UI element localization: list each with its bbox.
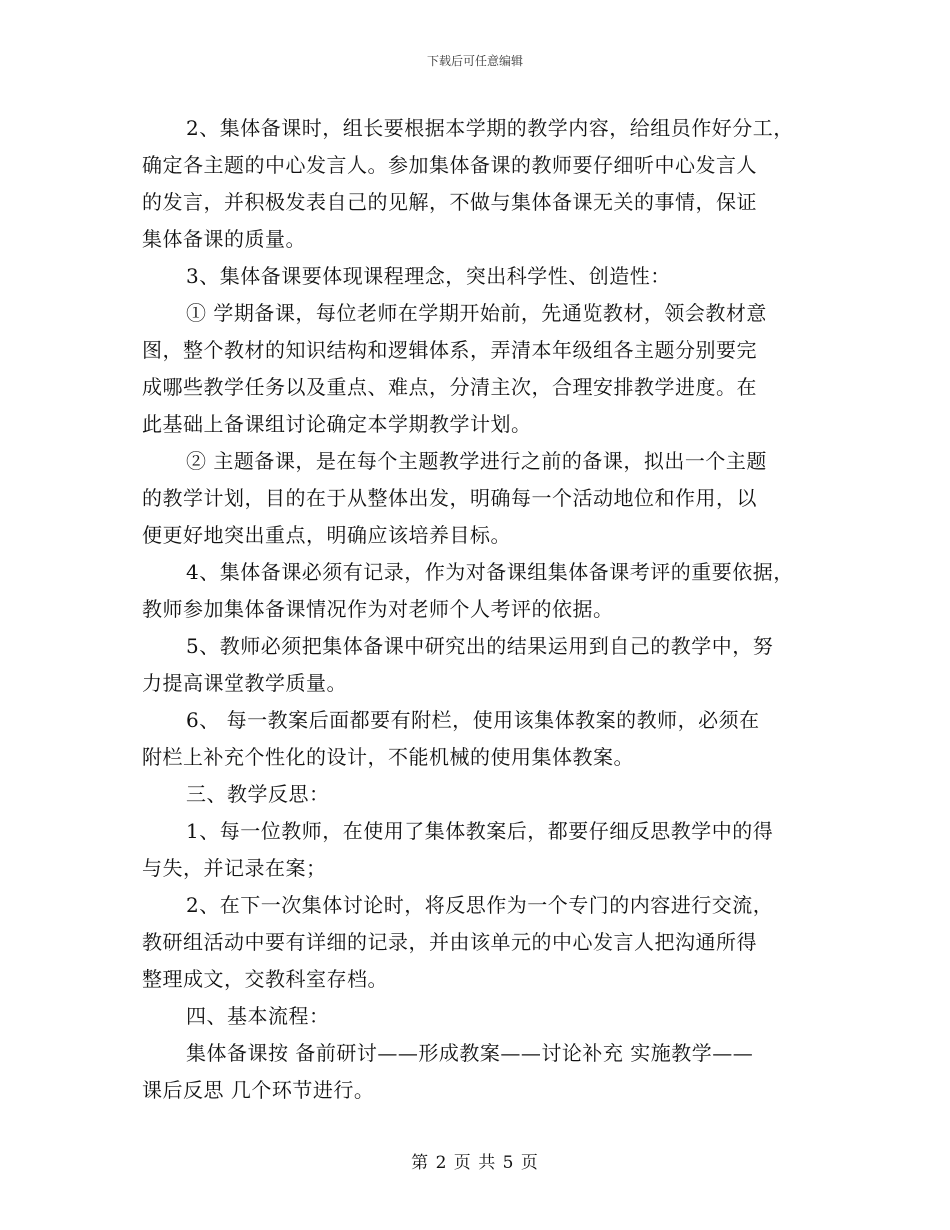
text-line: 的发言，并积极发表自己的见解，不做与集体备课无关的事情，保证 xyxy=(142,190,757,214)
text-line: 1、每一位教师，在使用了集体教案后，都要仔细反思教学中的得 xyxy=(186,819,774,843)
text-line: 4、集体备课必须有记录，作为对备课组集体备课考评的重要依据， xyxy=(186,560,794,584)
text-line: 图，整个教材的知识结构和逻辑体系，弄清本年级组各主题分别要完 xyxy=(142,338,757,362)
text-line: 3、集体备课要体现课程理念，突出科学性、创造性： xyxy=(186,264,671,288)
text-line: 集体备课的质量。 xyxy=(142,227,306,251)
text-line: 确定各主题的中心发言人。参加集体备课的教师要仔细听中心发言人 xyxy=(142,153,757,177)
text-line: 教师参加集体备课情况作为对老师个人考评的依据。 xyxy=(142,597,614,621)
section-heading: 三、教学反思： xyxy=(186,782,330,806)
text-line: 便更好地突出重点，明确应该培养目标。 xyxy=(142,523,511,547)
section-heading: 四、基本流程： xyxy=(186,1004,330,1028)
text-line: 教研组活动中要有详细的记录，并由该单元的中心发言人把沟通所得 xyxy=(142,930,757,954)
text-line: 的教学计划，目的在于从整体出发，明确每一个活动地位和作用，以 xyxy=(142,486,757,510)
text-line: 5、教师必须把集体备课中研究出的结果运用到自己的教学中，努 xyxy=(186,634,774,658)
text-line: 此基础上备课组讨论确定本学期教学计划。 xyxy=(142,412,532,436)
text-line: 力提高课堂教学质量。 xyxy=(142,671,347,695)
text-line: 课后反思 几个环节进行。 xyxy=(142,1078,375,1102)
text-line: 整理成文，交教科室存档。 xyxy=(142,967,388,991)
text-line: 2、在下一次集体讨论时，将反思作为一个专门的内容进行交流， xyxy=(186,893,774,917)
text-line: 与失，并记录在案； xyxy=(142,856,327,880)
text-line: 2、集体备课时，组长要根据本学期的教学内容，给组员作好分工， xyxy=(186,116,794,140)
page-header: 下载后可任意编辑 xyxy=(426,54,523,68)
text-line: ② 主题备课，是在每个主题教学进行之前的备课，拟出一个主题 xyxy=(186,449,767,473)
text-line: 6、 每一教案后面都要有附栏，使用该集体教案的教师，必须在 xyxy=(186,708,760,732)
text-line: 成哪些教学任务以及重点、难点，分清主次，合理安排教学进度。在 xyxy=(142,375,757,399)
text-line: ① 学期备课，每位老师在学期开始前，先通览教材，领会教材意 xyxy=(186,301,767,325)
text-line: 集体备课按 备前研讨——形成教案——讨论补充 实施教学—— xyxy=(186,1041,754,1065)
document-body xyxy=(142,110,822,1109)
page-number-footer: 第 2 页 共 5 页 xyxy=(411,1153,539,1173)
text-line: 附栏上补充个性化的设计，不能机械的使用集体教案。 xyxy=(142,745,634,769)
